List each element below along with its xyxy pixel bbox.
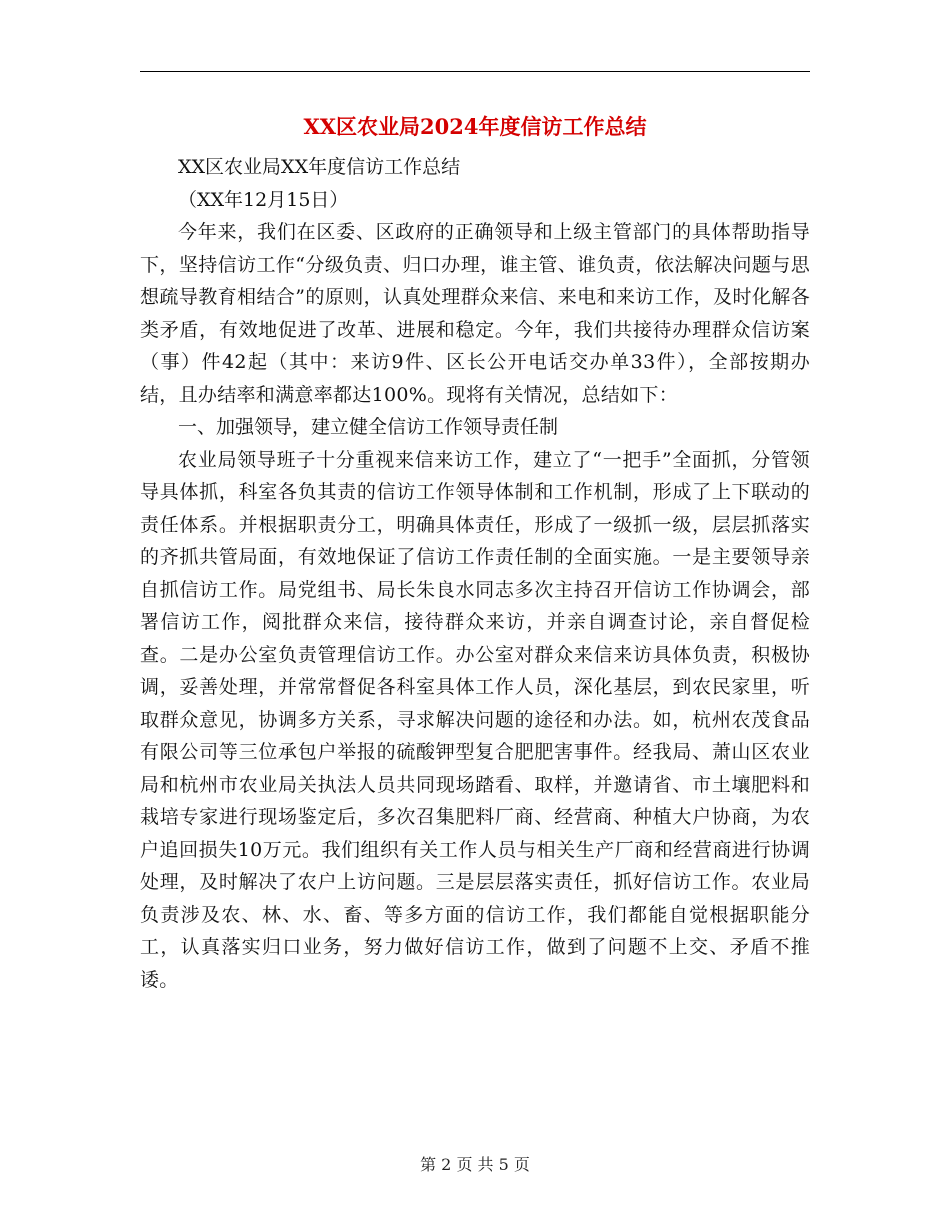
document-title: XX区农业局2024年度信访工作总结 [303,114,647,139]
document-date: （XX年12月15日） [178,188,349,211]
document-body [140,151,810,996]
header-rule [140,71,810,72]
page-number: 第 2 页 共 5 页 [420,1155,530,1174]
document-subtitle: XX区农业局XX年度信访工作总结 [178,156,461,178]
section-heading: 一、加强领导，建立健全信访工作领导责任制 [178,416,559,438]
intro-paragraph: 今年来，我们在区委、区政府的正确领导和上级主管部门的具体帮助指导下，坚持信访工作“分级负责、归口办理，谁主管、谁负责，依法解决问题与思想疏导教育相结合”的原则，认真处理群众来信、来电和来访工作，及时化解各类矛盾，有效地促进了改革、进展和稳定。今年，我们共接待办理群众信访案（事）件42起（其中：来访9件、区长公开电话交办单33件），全部按期办结，且办结率和满意率都达100%。现将有关情况，总结如下： [140,221,810,406]
section-paragraph: 农业局领导班子十分重视来信来访工作，建立了“一把手”全面抓，分管领导具体抓，科室各负其责的信访工作领导体制和工作机制，形成了上下联动的责任体系。并根据职责分工，明确具体责任，形成了一级抓一级，层层抓落实的齐抓共管局面，有效地保证了信访工作责任制的全面实施。一是主要领导亲自抓信访工作。局党组书、局长朱良水同志多次主持召开信访工作协调会，部署信访工作，阅批群众来信，接待群众来访，并亲自调查讨论，亲自督促检查。二是办公室负责管理信访工作。办公室对群众来信来访具体负责，积极协调，妥善处理，并常常督促各科室具体工作人员，深化基层，到农民家里，听取群众意见，协调多方关系，寻求解决问题的途径和办法。如，杭州农茂食品有限公司等三位承包户举报的硫酸钾型复合肥肥害事件。经我局、萧山区农业局和杭州市农业局关执法人员共同现场踏看、取样，并邀请省、市土壤肥料和栽培专家进行现场鉴定后，多次召集肥料厂商、经营商、种植大户协商，为农户追回损失10万元。我们组织有关工作人员与相关生产厂商和经营商进行协调处理，及时解决了农户上访问题。三是层层落实责任，抓好信访工作。农业局负责涉及农、林、水、畜、等多方面的信访工作，我们都能自觉根据职能分工，认真落实归口业务，努力做好信访工作，做到了问题不上交、矛盾不推诿。 [140,448,810,991]
